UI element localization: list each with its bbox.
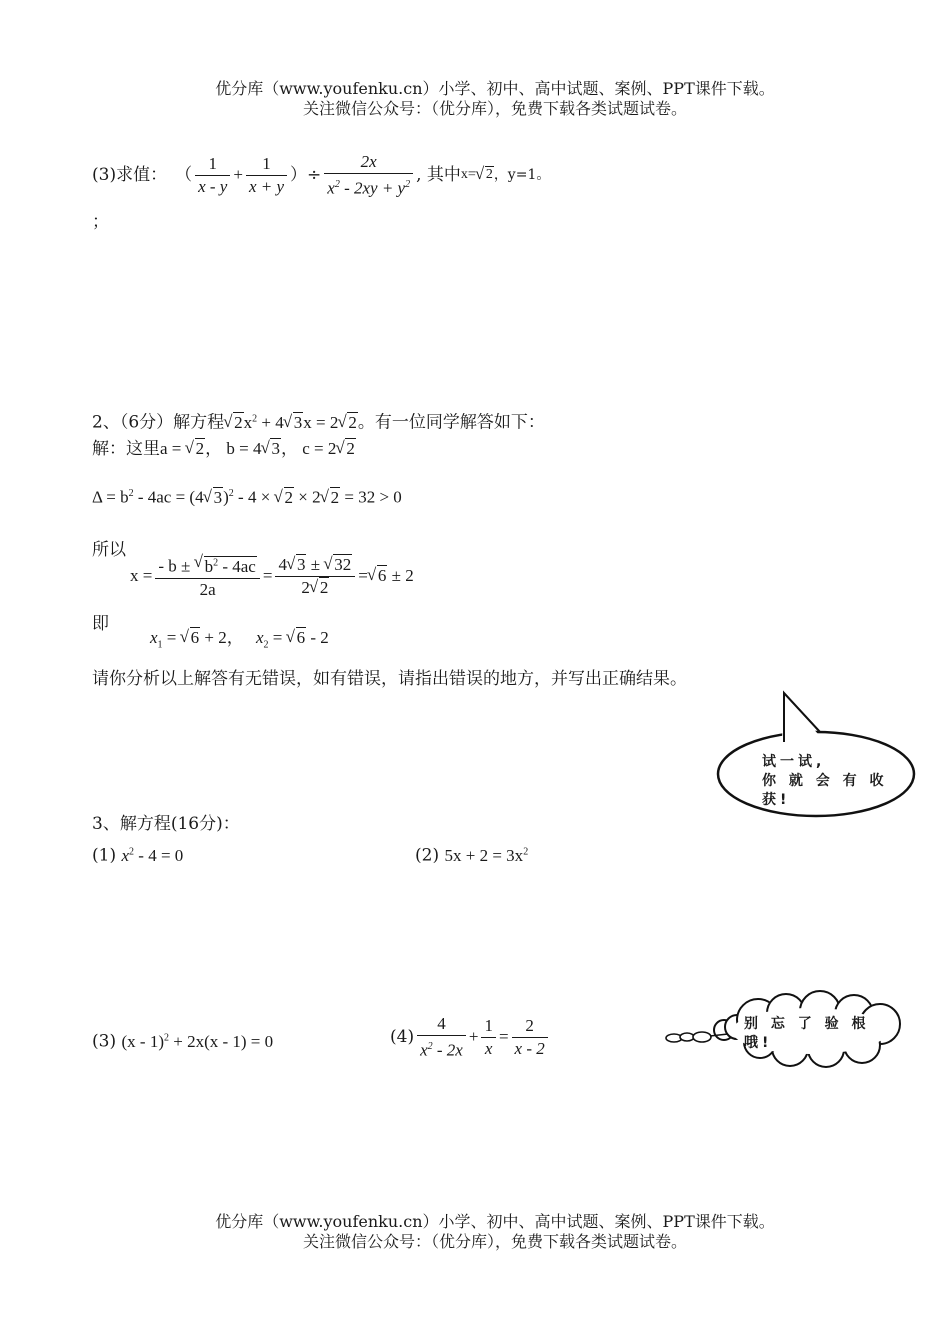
fraction-1-over-x-plus-y: $\frac{1}{x + y}$ <box>246 153 287 198</box>
close-paren-divide: ）÷ <box>290 165 322 185</box>
where-text: , 其中 <box>416 165 461 185</box>
fraction-2-over-x-minus-2: $\frac{2}{x - 2}$ <box>512 1015 548 1060</box>
page-header <box>0 79 950 119</box>
header-line-1: 优分库（www.youfenku.cn）小学、初中、高中试题、案例、PPT课件下载。 <box>215 79 775 98</box>
page-footer <box>0 1212 950 1252</box>
bubble-1-text: 试一试, 你 就 会 有 收 获! <box>762 754 888 808</box>
question-2-title: 2、（6分）解方程√ $2x^2 + 4√$ 3x = 2√ 2。有一位同学解答如下： <box>92 407 545 435</box>
bubble-2-text: 别 忘 了 验 根 哦! <box>744 1016 870 1051</box>
sqrt-2: √ 2 <box>476 163 494 187</box>
ji-label: 即 <box>92 614 109 634</box>
open-paren: （ <box>175 165 193 185</box>
semicolon: ； <box>92 212 109 232</box>
question-1-3 <box>92 150 550 200</box>
footer-line-2: 关注微信公众号：（优分库），免费下载各类试题试卷。 <box>302 1232 687 1251</box>
q3-part-1: (1) $x^2 - 4 = 0$ <box>92 845 184 866</box>
question-3-title: 3、解方程(16分)： <box>92 814 240 834</box>
q1-3-label: (3)求值： <box>92 165 168 185</box>
q3-part-3: (3) (x - 1)$^2$ + 2x(x - 1) = 0 <box>92 1031 274 1052</box>
y-equals: ，y=1。 <box>493 167 551 183</box>
header-line-2: 关注微信公众号：（优分库），免费下载各类试题试卷。 <box>302 99 687 118</box>
equation: √ $2x^2 + 4√$ 3x = 2√ 2 <box>224 413 358 432</box>
fraction-1-over-x-minus-y: $\frac{1}{x - y}$ <box>195 153 230 198</box>
fraction-1-over-x: $\frac{1}{x}$ <box>481 1015 496 1060</box>
formula-fraction: $\frac{- b \pm √ b^2 - 4ac}{2a}$ <box>155 552 260 601</box>
roots-line: $x_1$ = √ 6 + 2， $x_2$ = √ 6 - 2 <box>150 626 329 657</box>
fraction-4-over: $\frac{4}{x^2 - 2x}$ <box>417 1013 466 1062</box>
solution-coefficients: 解：这里a = √ 2， b = 4√ 3， c = 2√ 2 <box>92 437 356 461</box>
q3-part-4: (4) $\frac{4}{x^2 - 2x}$ + $\frac{1}{x}$ = $\frac{2}{x - 2}$ <box>390 1013 551 1062</box>
q3-part-2: (2) $5x + 2 = 3x^2$ <box>415 845 529 866</box>
analysis-prompt: 请你分析以上解答有无错误，如有错误，请指出错误的地方，并写出正确结果。 <box>92 669 687 689</box>
fraction-2x-over-quadratic: $\frac{2x}{x^2 - 2xy + y^2}$ <box>324 151 413 200</box>
x-equals: x= <box>460 167 476 182</box>
substituted-fraction: $\frac{4√ 3 \pm √ 32}{2√ 2}$ <box>275 554 355 599</box>
footer-line-1: 优分库（www.youfenku.cn）小学、初中、高中试题、案例、PPT课件下载。 <box>215 1212 775 1231</box>
plus-sign: + <box>233 165 243 184</box>
discriminant-line: $\Delta = b^2 - 4ac = (4√$ 3)$^2$ - 4 × √ 2 × 2√ 2 = 32 > 0 <box>92 482 402 510</box>
quadratic-formula-line: 所以 x = $\frac{- b \pm √ b^2 - 4ac}{2a}$ = $\frac{4√ 3 \pm √ 32}{2√ 2}$ = √ 6 ± 2 <box>92 538 414 601</box>
